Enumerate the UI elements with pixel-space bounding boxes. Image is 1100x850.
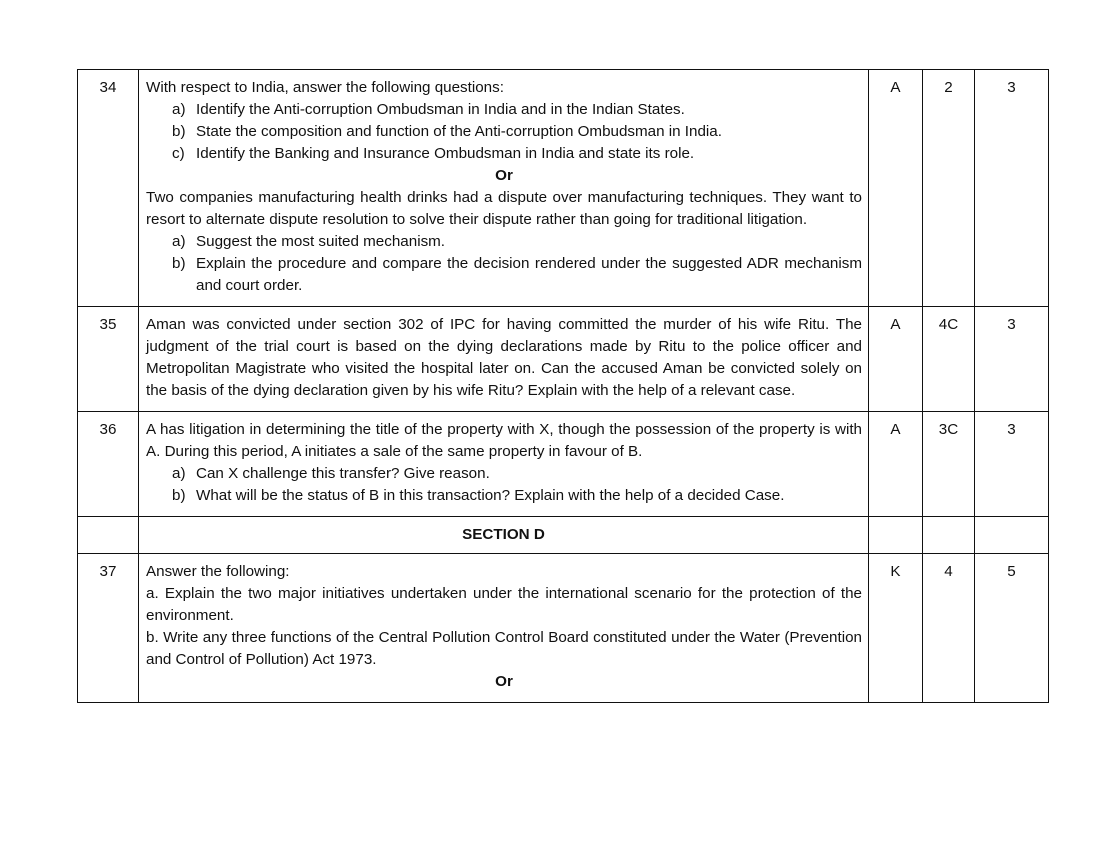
cognitive-level-cell: A	[869, 307, 923, 412]
empty-cell	[869, 517, 923, 554]
unit-cell: 3C	[923, 412, 975, 517]
question-intro: Answer the following:	[146, 563, 290, 580]
question-paper-table	[77, 69, 1049, 703]
question-intro: With respect to India, answer the following questions:	[146, 79, 504, 96]
question-number: 35	[78, 307, 139, 412]
question-row-35	[78, 307, 1049, 412]
empty-cell	[78, 517, 139, 554]
marks-cell: 3	[975, 70, 1049, 307]
sub-question: a) Can X challenge this transfer? Give reason.	[172, 465, 490, 482]
question-intro: A has litigation in determining the title of the property with X, though the possession of the property is with A. During this period, A initiates a sale of the same property in favour of B.	[146, 421, 862, 460]
sub-question: c) Identify the Banking and Insurance Ombudsman in India and state its role.	[172, 145, 695, 162]
alternate-sub-question-list	[146, 231, 862, 297]
cognitive-level-cell: K	[869, 554, 923, 703]
section-title: SECTION D	[139, 517, 869, 554]
question-text	[139, 307, 869, 412]
cognitive-level-cell: A	[869, 412, 923, 517]
question-row-37	[78, 554, 1049, 703]
sub-question: b) Explain the procedure and compare the decision rendered under the suggested ADR mechanism and court order.	[172, 255, 862, 294]
question-number: 34	[78, 70, 139, 307]
marks-cell: 5	[975, 554, 1049, 703]
alternate-question-intro: Two companies manufacturing health drinks had a dispute over manufacturing techniques. They want to resort to alternate dispute resolution to solve their dispute rather than going for traditional litigation.	[146, 189, 862, 228]
or-separator: Or	[495, 167, 513, 184]
sub-question: a) Identify the Anti-corruption Ombudsman in India and in the Indian States.	[172, 101, 685, 118]
or-separator: Or	[495, 673, 513, 690]
question-number: 37	[78, 554, 139, 703]
question-text	[139, 70, 869, 307]
question-body: Aman was convicted under section 302 of IPC for having committed the murder of his wife Ritu. The judgment of the trial court is based on the dying declarations made by Ritu to the police officer and Metropolitan Magistrate who visited the hospital later on. Can the accused Aman be convicted solely on the basis of the dying declaration given by his wife Ritu? Explain with the help of a relevant case.	[146, 316, 862, 399]
marks-cell: 3	[975, 412, 1049, 517]
unit-cell: 2	[923, 70, 975, 307]
question-row-36	[78, 412, 1049, 517]
sub-question: a) Suggest the most suited mechanism.	[172, 233, 446, 250]
sub-question-list	[146, 99, 862, 165]
sub-question: b) State the composition and function of the Anti-corruption Ombudsman in India.	[172, 123, 722, 140]
empty-cell	[975, 517, 1049, 554]
question-text	[139, 412, 869, 517]
empty-cell	[923, 517, 975, 554]
question-part-b: b. Write any three functions of the Central Pollution Control Board constituted under the Water (Prevention and Control of Pollution) Act 1973.	[146, 629, 862, 668]
sub-question-list	[146, 463, 862, 507]
question-part-a: a. Explain the two major initiatives undertaken under the international scenario for the protection of the environment.	[146, 585, 862, 624]
cognitive-level-cell: A	[869, 70, 923, 307]
section-header-row	[78, 517, 1049, 554]
question-text	[139, 554, 869, 703]
unit-cell: 4	[923, 554, 975, 703]
question-number: 36	[78, 412, 139, 517]
marks-cell: 3	[975, 307, 1049, 412]
unit-cell: 4C	[923, 307, 975, 412]
question-row-34	[78, 70, 1049, 307]
sub-question: b) What will be the status of B in this transaction? Explain with the help of a decided Case.	[172, 487, 785, 504]
